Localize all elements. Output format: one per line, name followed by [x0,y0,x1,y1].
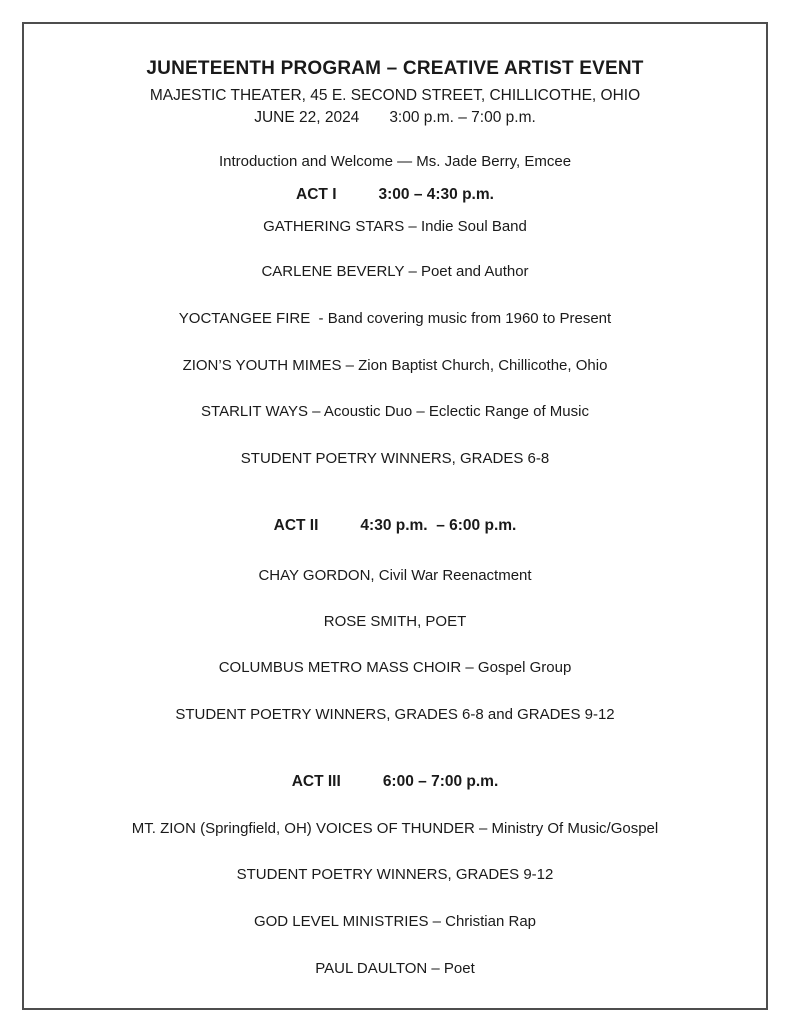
performer-line: COLUMBUS METRO MASS CHOIR – Gospel Group [218,659,572,676]
act-3-time: 6:00 – 7:00 p.m. [382,773,499,790]
act-3-label: ACT III [291,773,341,790]
performer-line: GOD LEVEL MINISTRIES – Christian Rap [253,913,537,930]
event-date: JUNE 22, 2024 [254,109,360,126]
performer-line: YOCTANGEE FIRE - Band covering music from 1960 to Present [178,310,612,327]
performer-line: CHAY GORDON, Civil War Reenactment [258,567,532,584]
introduction-line: Introduction and Welcome — Ms. Jade Berry, Emcee [218,153,572,170]
performer-line: ROSE SMITH, POET [323,613,467,630]
act-1-label: ACT I [296,186,337,203]
venue-line: MAJESTIC THEATER, 45 E. SECOND STREET, CHILLICOTHE, OHIO [149,87,641,104]
datetime-line [24,108,766,128]
performer-line: STUDENT POETRY WINNERS, GRADES 6-8 [240,450,550,467]
event-time-range: 3:00 p.m. – 7:00 p.m. [389,109,536,126]
act-2-label: ACT II [273,517,319,534]
act-2-time: 4:30 p.m. – 6:00 p.m. [360,517,517,534]
act-1-heading [24,185,766,205]
performer-line: ZION’S YOUTH MIMES – Zion Baptist Church, Chillicothe, Ohio [182,357,608,374]
performer-line: STUDENT POETRY WINNERS, GRADES 6-8 and GRADES 9-12 [175,706,615,723]
performer-line: STARLIT WAYS – Acoustic Duo – Eclectic Range of Music [201,403,589,420]
event-title: JUNETEENTH PROGRAM – CREATIVE ARTIST EVENT [146,58,644,79]
act-2-heading [24,516,766,536]
performer-line: STUDENT POETRY WINNERS, GRADES 9-12 [236,866,554,883]
performer-line: MT. ZION (Springfield, OH) VOICES OF THUNDER – Ministry Of Music/Gospel [131,820,659,837]
program-page [22,22,768,1010]
performer-line: PAUL DAULTON – Poet [315,960,475,977]
performer-line: CARLENE BEVERLY – Poet and Author [261,263,529,280]
act-1-time: 3:00 – 4:30 p.m. [378,186,494,203]
act-3-heading [24,772,766,792]
performer-line: GATHERING STARS – Indie Soul Band [263,218,527,235]
